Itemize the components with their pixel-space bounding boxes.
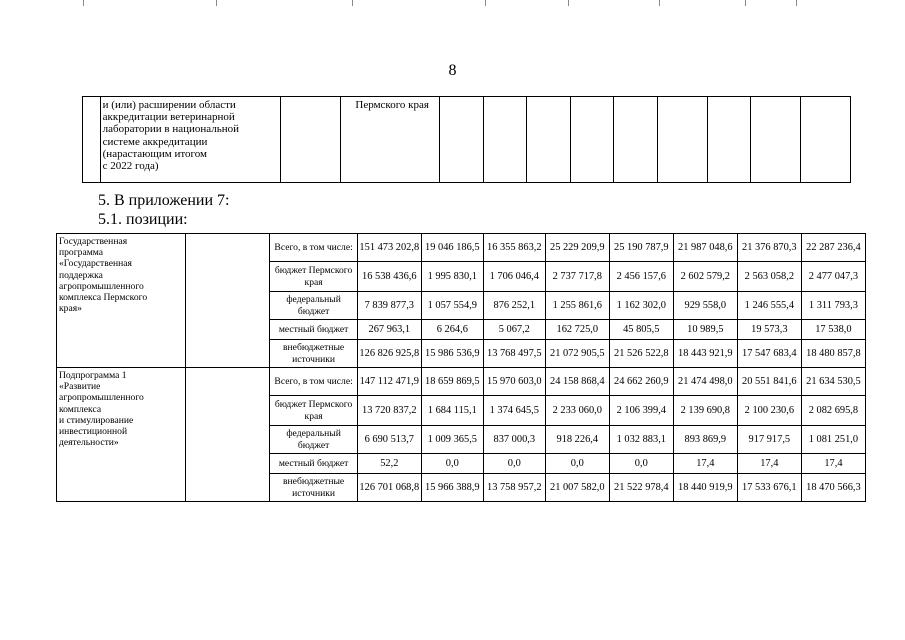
amount-cell: 45 805,5 (609, 320, 673, 340)
crop-mark (568, 0, 569, 6)
program-name (57, 368, 186, 502)
amount-cell: 21 474 498,0 (673, 368, 737, 396)
empty-cell (527, 97, 571, 183)
amount-cell: 0,0 (545, 454, 609, 474)
amount-cell: 17 533 676,1 (737, 474, 801, 502)
amount-cell: 147 112 471,9 (357, 368, 421, 396)
amount-cell: 22 287 236,4 (801, 234, 865, 262)
amount-cell: 52,2 (357, 454, 421, 474)
amount-cell: 6 264,6 (421, 320, 483, 340)
description-line: системе аккредитации (102, 135, 208, 148)
region-cell: Пермского края (341, 97, 440, 183)
crop-mark (745, 0, 746, 6)
amount-cell: 10 989,5 (673, 320, 737, 340)
amount-cell: 20 551 841,6 (737, 368, 801, 396)
crop-mark (659, 0, 660, 6)
amount-cell: 13 758 957,2 (483, 474, 545, 502)
empty-cell (751, 97, 801, 183)
amount-cell: 1 684 115,1 (421, 396, 483, 426)
amount-cell: 24 662 260,9 (609, 368, 673, 396)
empty-cell (614, 97, 658, 183)
amount-cell: 2 563 058,2 (737, 262, 801, 292)
page-number: 8 (448, 62, 457, 79)
continuation-table (82, 96, 851, 183)
amount-cell: 837 000,3 (483, 426, 545, 454)
event-description (100, 97, 281, 183)
empty-cell (801, 97, 851, 183)
amount-cell: 17 547 683,4 (737, 340, 801, 368)
amount-cell: 18 480 857,8 (801, 340, 865, 368)
program-name-line: инвестиционной (59, 426, 128, 438)
amount-cell: 15 986 536,9 (421, 340, 483, 368)
crop-mark (216, 0, 217, 6)
empty-cell (186, 234, 270, 368)
amount-cell: 21 987 048,6 (673, 234, 737, 262)
heading-appendix: 5. В приложении 7: (98, 192, 230, 209)
empty-cell (657, 97, 707, 183)
amount-cell: 2 456 157,6 (609, 262, 673, 292)
funding-source: местный бюджет (270, 454, 357, 474)
table-row (57, 368, 866, 396)
amount-cell: 7 839 877,3 (357, 292, 421, 320)
amount-cell: 917 917,5 (737, 426, 801, 454)
description-line: (нарастающим итогом (102, 147, 207, 160)
amount-cell: 21 526 522,8 (609, 340, 673, 368)
program-name-line: «Государственная (59, 258, 132, 270)
amount-cell: 17,4 (673, 454, 737, 474)
crop-mark (485, 0, 486, 6)
program-name-line: программа (59, 247, 104, 259)
empty-cell (186, 368, 270, 502)
empty-cell (570, 97, 614, 183)
amount-cell: 17,4 (737, 454, 801, 474)
program-name-line: и стимулирование (59, 414, 134, 426)
amount-cell: 918 226,4 (545, 426, 609, 454)
amount-cell: 1 246 555,4 (737, 292, 801, 320)
program-name (57, 234, 186, 368)
heading-positions: 5.1. позиции: (98, 211, 188, 228)
empty-cell (707, 97, 751, 183)
crop-mark (352, 0, 353, 6)
funding-source: бюджет Пермского края (270, 396, 357, 426)
amount-cell: 2 477 047,3 (801, 262, 865, 292)
program-name-line: края» (59, 303, 82, 315)
funding-source: Всего, в том числе: (270, 234, 357, 262)
amount-cell: 21 072 905,5 (545, 340, 609, 368)
amount-cell: 21 522 978,4 (609, 474, 673, 502)
amount-cell: 16 538 436,6 (357, 262, 421, 292)
amount-cell: 15 966 388,9 (421, 474, 483, 502)
amount-cell: 21 376 870,3 (737, 234, 801, 262)
amount-cell: 126 701 068,8 (357, 474, 421, 502)
funding-source: внебюджетные источники (270, 474, 357, 502)
amount-cell: 1 706 046,4 (483, 262, 545, 292)
amount-cell: 17 538,0 (801, 320, 865, 340)
description-line: лаборатории в национальной (102, 123, 240, 136)
crop-mark (796, 0, 797, 6)
amount-cell: 2 602 579,2 (673, 262, 737, 292)
empty-cell (281, 97, 341, 183)
amount-cell: 21 007 582,0 (545, 474, 609, 502)
program-name-line: поддержка (59, 269, 103, 281)
amount-cell: 2 106 399,4 (609, 396, 673, 426)
funding-source: Всего, в том числе: (270, 368, 357, 396)
amount-cell: 162 725,0 (545, 320, 609, 340)
amount-cell: 2 139 690,8 (673, 396, 737, 426)
financing-table (56, 233, 866, 502)
amount-cell: 24 158 868,4 (545, 368, 609, 396)
program-name-line: «Развитие (59, 381, 101, 393)
amount-cell: 17,4 (801, 454, 865, 474)
amount-cell: 1 009 365,5 (421, 426, 483, 454)
program-name-line: комплекса (59, 403, 102, 415)
amount-cell: 2 233 060,0 (545, 396, 609, 426)
amount-cell: 19 046 186,5 (421, 234, 483, 262)
amount-cell: 19 573,3 (737, 320, 801, 340)
funding-source: внебюджетные источники (270, 340, 357, 368)
amount-cell: 13 768 497,5 (483, 340, 545, 368)
amount-cell: 151 473 202,8 (357, 234, 421, 262)
program-name-line: агропромышленного (59, 280, 144, 292)
amount-cell: 18 659 869,5 (421, 368, 483, 396)
amount-cell: 16 355 863,2 (483, 234, 545, 262)
amount-cell: 25 229 209,9 (545, 234, 609, 262)
continuation-row (83, 97, 851, 183)
amount-cell: 21 634 530,5 (801, 368, 865, 396)
funding-source: федеральный бюджет (270, 292, 357, 320)
amount-cell: 2 100 230,6 (737, 396, 801, 426)
amount-cell: 1 255 861,6 (545, 292, 609, 320)
amount-cell: 1 057 554,9 (421, 292, 483, 320)
empty-cell (83, 97, 101, 183)
program-name-line: деятельности» (59, 437, 119, 449)
amount-cell: 15 970 603,0 (483, 368, 545, 396)
table-row (57, 234, 866, 262)
amount-cell: 126 826 925,8 (357, 340, 421, 368)
amount-cell: 2 082 695,8 (801, 396, 865, 426)
amount-cell: 1 374 645,5 (483, 396, 545, 426)
amount-cell: 267 963,1 (357, 320, 421, 340)
empty-cell (440, 97, 484, 183)
description-line: и (или) расширении области (102, 99, 236, 111)
amount-cell: 1 032 883,1 (609, 426, 673, 454)
description-line: аккредитации ветеринарной (102, 111, 235, 124)
amount-cell: 0,0 (609, 454, 673, 474)
amount-cell: 0,0 (483, 454, 545, 474)
amount-cell: 1 162 302,0 (609, 292, 673, 320)
amount-cell: 893 869,9 (673, 426, 737, 454)
amount-cell: 929 558,0 (673, 292, 737, 320)
program-name-line: комплекса Пермского (59, 292, 148, 304)
amount-cell: 25 190 787,9 (609, 234, 673, 262)
funding-source: федеральный бюджет (270, 426, 357, 454)
amount-cell: 18 470 566,3 (801, 474, 865, 502)
amount-cell: 1 311 793,3 (801, 292, 865, 320)
description-line: с 2022 года) (102, 160, 159, 173)
funding-source: бюджет Пермского края (270, 262, 357, 292)
amount-cell: 1 081 251,0 (801, 426, 865, 454)
amount-cell: 5 067,2 (483, 320, 545, 340)
amount-cell: 13 720 837,2 (357, 396, 421, 426)
amount-cell: 0,0 (421, 454, 483, 474)
crop-mark (83, 0, 84, 6)
amount-cell: 6 690 513,7 (357, 426, 421, 454)
program-name-line: агропромышленного (59, 392, 144, 404)
empty-cell (483, 97, 527, 183)
amount-cell: 1 995 830,1 (421, 262, 483, 292)
amount-cell: 2 737 717,8 (545, 262, 609, 292)
program-name-line: Подпрограмма 1 (59, 370, 127, 381)
amount-cell: 18 443 921,9 (673, 340, 737, 368)
amount-cell: 18 440 919,9 (673, 474, 737, 502)
amount-cell: 876 252,1 (483, 292, 545, 320)
program-name-line: Государственная (59, 236, 128, 247)
funding-source: местный бюджет (270, 320, 357, 340)
